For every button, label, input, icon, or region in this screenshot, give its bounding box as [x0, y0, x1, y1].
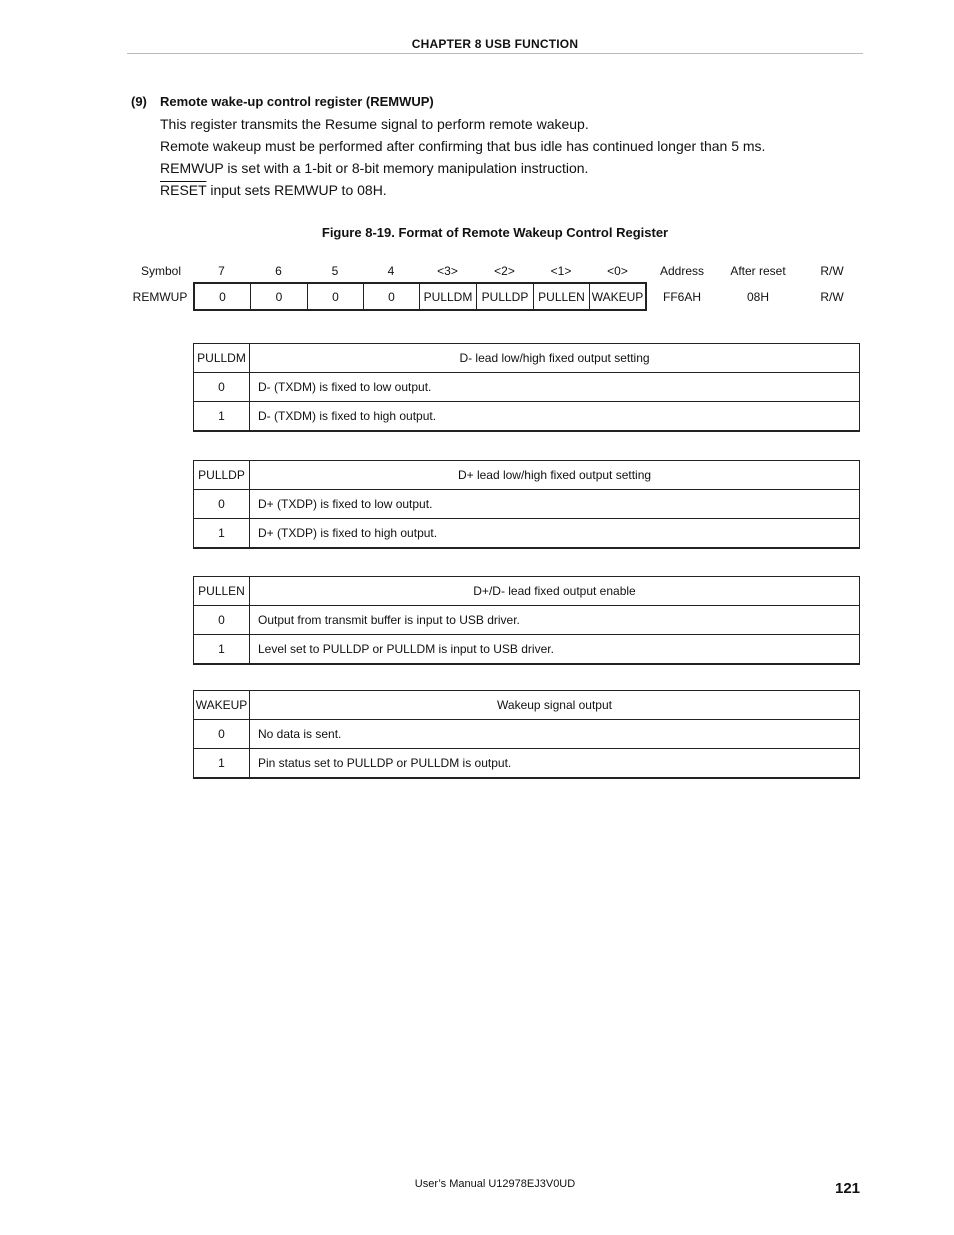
- table-header-row: [194, 691, 860, 720]
- bit-description: D+ (TXDP) is fixed to high output.: [250, 519, 860, 549]
- bit-header-3: <3>: [437, 264, 458, 278]
- pulldp-table: [193, 460, 860, 549]
- bit-description: Pin status set to PULLDP or PULLDM is output.: [250, 749, 860, 779]
- bit-name: PULLDP: [194, 461, 250, 490]
- bit-function: Wakeup signal output: [250, 691, 860, 720]
- table-row: [194, 606, 860, 635]
- register-after-reset: 08H: [746, 290, 769, 304]
- table-row: [194, 635, 860, 665]
- table-header-row: [194, 461, 860, 490]
- bit-cell-4: 0: [363, 282, 420, 311]
- table-row: [194, 402, 860, 432]
- bit-value: 0: [194, 373, 250, 402]
- bit-description: No data is sent.: [250, 720, 860, 749]
- bit-function: D+/D- lead fixed output enable: [250, 577, 860, 606]
- reset-text: input sets REMWUP to 08H.: [206, 182, 387, 198]
- symbol-label: Symbol: [140, 264, 181, 278]
- paragraph-line-3: REMWUP is set with a 1-bit or 8-bit memory manipulation instruction.: [160, 160, 589, 176]
- page-number: 121: [835, 1180, 861, 1197]
- section-number: (9): [131, 94, 147, 109]
- header-rule: [127, 53, 863, 54]
- paragraph-line-4: [160, 182, 387, 198]
- wakeup-table: [193, 690, 860, 779]
- bit-value: 0: [194, 490, 250, 519]
- table-header-row: [194, 344, 860, 373]
- bit-header-6: 6: [275, 264, 282, 278]
- figure-title: Figure 8-19. Format of Remote Wakeup Control Register: [321, 225, 669, 240]
- table-row: [194, 720, 860, 749]
- bit-description: D+ (TXDP) is fixed to low output.: [250, 490, 860, 519]
- reset-signal: RESET: [160, 182, 207, 198]
- register-symbol: REMWUP: [132, 290, 188, 304]
- bit-header-2: <2>: [494, 264, 515, 278]
- bit-value: 1: [194, 635, 250, 665]
- bit-description: D- (TXDM) is fixed to high output.: [250, 402, 860, 432]
- bit-name: WAKEUP: [194, 691, 250, 720]
- register-address: FF6AH: [662, 290, 701, 304]
- bit-description: Output from transmit buffer is input to USB driver.: [250, 606, 860, 635]
- bit-cell-0: WAKEUP: [589, 282, 647, 311]
- bit-header-1: <1>: [550, 264, 572, 278]
- footer-manual: User’s Manual U12978EJ3V0UD: [414, 1178, 576, 1190]
- table-header-row: [194, 577, 860, 606]
- table-row: [194, 373, 860, 402]
- bit-function: D+ lead low/high fixed output setting: [250, 461, 860, 490]
- bit-function: D- lead low/high fixed output setting: [250, 344, 860, 373]
- table-row: [194, 490, 860, 519]
- after-reset-label: After reset: [730, 264, 786, 278]
- register-rw: R/W: [820, 290, 844, 304]
- address-label: Address: [659, 264, 705, 278]
- bit-header-5: 5: [331, 264, 339, 278]
- pulldm-table: [193, 343, 860, 432]
- bit-description: Level set to PULLDP or PULLDM is input to USB driver.: [250, 635, 860, 665]
- bit-name: PULLDM: [194, 344, 250, 373]
- bit-description: D- (TXDM) is fixed to low output.: [250, 373, 860, 402]
- rw-label: R/W: [820, 264, 844, 278]
- bit-cell-3: PULLDM: [419, 282, 477, 311]
- bit-name: PULLEN: [194, 577, 250, 606]
- table-row: [194, 749, 860, 779]
- bit-value: 1: [194, 749, 250, 779]
- bit-cell-2: PULLDP: [476, 282, 534, 311]
- pullen-table: [193, 576, 860, 665]
- bit-cell-7: 0: [193, 282, 251, 311]
- bit-value: 1: [194, 402, 250, 432]
- bit-header-4: 4: [387, 264, 395, 278]
- bit-cell-6: 0: [250, 282, 308, 311]
- section-title: [131, 94, 434, 109]
- bit-value: 0: [194, 720, 250, 749]
- table-row: [194, 519, 860, 549]
- bit-header-0: <0>: [607, 264, 628, 278]
- bit-value: 1: [194, 519, 250, 549]
- paragraph-line-2: Remote wakeup must be performed after confirming that bus idle has continued longer than 5 ms.: [160, 138, 766, 154]
- chapter-header: CHAPTER 8 USB FUNCTION: [411, 37, 579, 51]
- section-title-text: Remote wake-up control register (REMWUP): [160, 94, 434, 109]
- bit-cell-1: PULLEN: [533, 282, 590, 311]
- bit-header-7: 7: [218, 264, 225, 278]
- bit-cell-5: 0: [307, 282, 364, 311]
- bit-value: 0: [194, 606, 250, 635]
- paragraph-line-1: This register transmits the Resume signal to perform remote wakeup.: [160, 116, 589, 132]
